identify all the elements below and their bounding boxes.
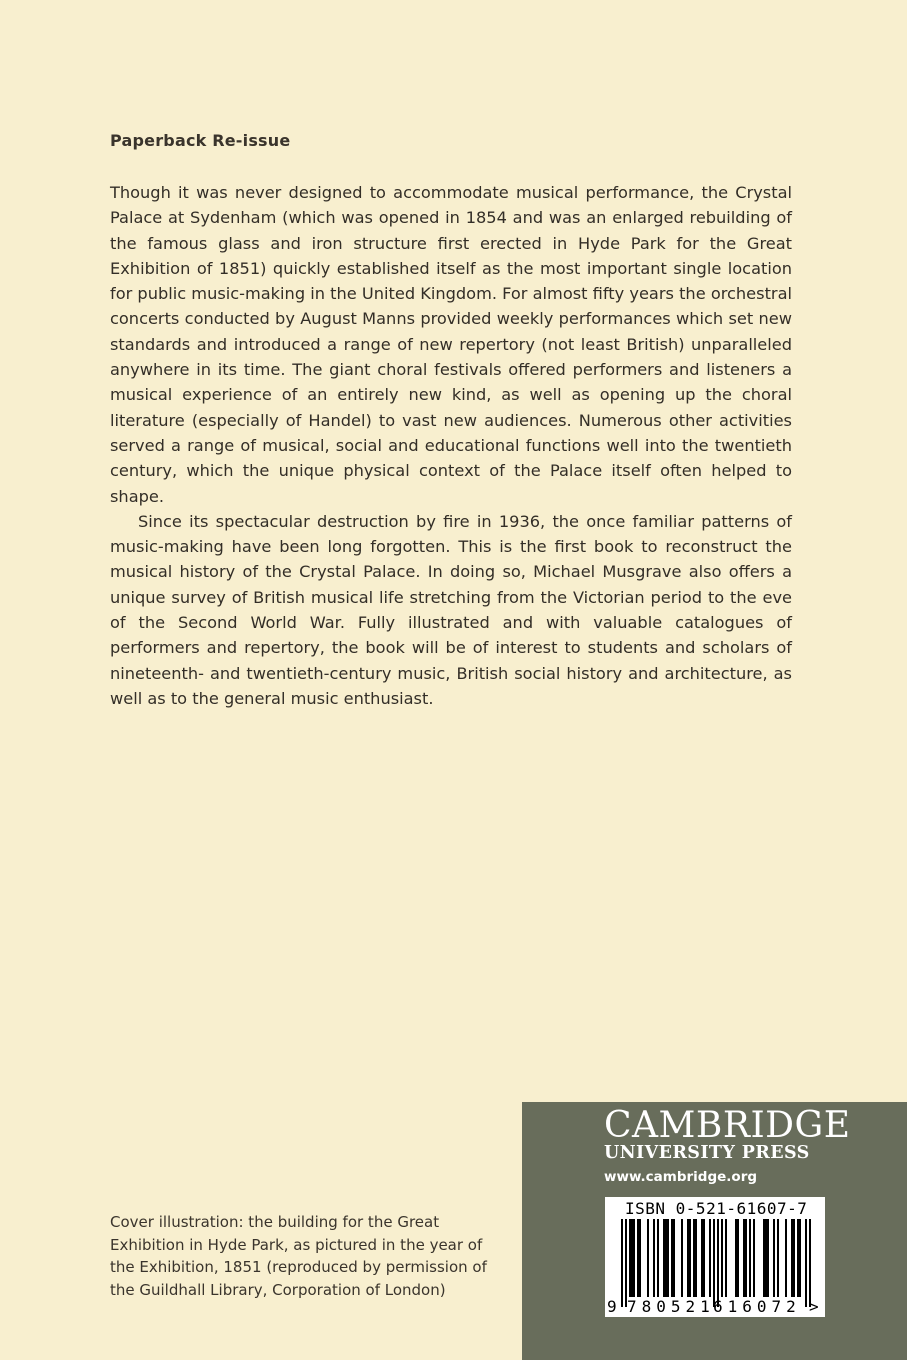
- isbn-text: ISBN 0-521-61607-7: [625, 1199, 808, 1218]
- barcode-bar: [805, 1219, 807, 1307]
- back-cover-heading: Paperback Re-issue: [110, 131, 291, 150]
- barcode-bar: [735, 1219, 737, 1297]
- barcode-bar: [681, 1219, 683, 1297]
- barcode-bar: [665, 1219, 667, 1297]
- barcode-bar: [695, 1219, 697, 1297]
- barcode-bar: [773, 1219, 775, 1297]
- barcode-digits-right: 616072: [713, 1297, 801, 1316]
- barcode-bar: [717, 1219, 719, 1307]
- barcode-bar: [703, 1219, 705, 1297]
- barcode-bar: [709, 1219, 711, 1297]
- barcode-digits: [605, 1297, 825, 1317]
- barcode-bar: [667, 1219, 669, 1297]
- barcode-quiet-marker: >: [809, 1297, 819, 1316]
- barcode-bar: [785, 1219, 787, 1297]
- barcode-bar: [671, 1219, 673, 1297]
- cover-illustration-credit: Cover illustration: the building for the Great Exhibition in Hyde Park, as pictured in the year of the Exhibition, 1851 (reproduced by permission of the Guildhall Library, Corporation of London): [110, 1213, 487, 1299]
- barcode-bar: [725, 1219, 727, 1297]
- barcode-bar: [693, 1219, 695, 1297]
- publisher-url: www.cambridge.org: [604, 1169, 758, 1185]
- barcode-bar: [637, 1219, 639, 1297]
- barcode-bar: [713, 1219, 715, 1307]
- barcode-bar: [657, 1219, 659, 1297]
- blurb-paragraph-2: Since its spectacular destruction by fire in 1936, the once familiar patterns of music-making have been long forgotten. This is the first book to reconstruct the musical history of the Crystal Palace. In doing so, Michael Musgrave also offers a unique survey of British musical life stretching from the Victorian period to the eve of the Second World War. Fully illustrated and with valuable catalogues of performers and repertory, the book will be of interest to students and scholars of nineteenth- and twentieth-century music, British social history and architecture, as well as to the general music enthusiast.: [110, 511, 792, 708]
- barcode-bar: [763, 1219, 765, 1297]
- barcode-bar: [629, 1219, 631, 1297]
- barcode-bar: [621, 1219, 623, 1307]
- barcode-bar: [745, 1219, 747, 1297]
- barcode-box: [605, 1197, 825, 1317]
- barcode-bar: [799, 1219, 801, 1297]
- barcode-bar: [639, 1219, 641, 1297]
- barcode-bar: [809, 1219, 811, 1307]
- barcode-bar: [653, 1219, 655, 1297]
- barcode-bar: [793, 1219, 795, 1297]
- barcode-bar: [689, 1219, 691, 1297]
- barcode-bar: [743, 1219, 745, 1297]
- barcode-bar: [767, 1219, 769, 1297]
- publisher-name: CAMBRIDGE: [604, 1105, 851, 1146]
- barcode-bar: [765, 1219, 767, 1297]
- barcode-bar: [663, 1219, 665, 1297]
- blurb: [110, 180, 792, 711]
- barcode-bar: [687, 1219, 689, 1297]
- barcode-bar: [791, 1219, 793, 1297]
- publisher-logo-name: [604, 1106, 851, 1146]
- barcode-bar: [625, 1219, 627, 1307]
- barcode-bar: [721, 1219, 723, 1297]
- barcode-bar: [753, 1219, 755, 1297]
- barcode-bar: [737, 1219, 739, 1297]
- barcode-bar: [631, 1219, 633, 1297]
- publisher-subtitle: UNIVERSITY PRESS: [604, 1143, 810, 1163]
- barcode-bar: [777, 1219, 779, 1297]
- barcode-digit-prefix: 9: [607, 1297, 617, 1316]
- barcode-bar: [749, 1219, 751, 1297]
- barcode-bar: [633, 1219, 635, 1297]
- barcode-bar: [647, 1219, 649, 1297]
- barcode-bar: [797, 1219, 799, 1297]
- barcode-digits-left: 780521: [627, 1297, 715, 1316]
- barcode-bar: [701, 1219, 703, 1297]
- barcode-bar: [673, 1219, 675, 1297]
- blurb-paragraph-1: Though it was never designed to accommodate musical performance, the Crystal Palace at Sydenham (which was opened in 1854 and was an enlarged rebuilding of the famous glass and iron structure first erected in Hyde Park for the Great Exhibition of 1851) quickly established itself as the most important single location for public music-making in the United Kingdom. For almost fifty years the orchestral concerts conducted by August Manns provided weekly performances which set new standards and introduced a range of new repertory (not least British) unparalleled anywhere in its time. The giant choral festivals offered performers and listeners a musical experience of an entirely new kind, as well as opening up the choral literature (especially of Handel) to vast new audiences. Numerous other activities served a range of musical, social and educational functions well into the twentieth century, which the unique physical context of the Palace itself often helped to shape.: [110, 183, 792, 506]
